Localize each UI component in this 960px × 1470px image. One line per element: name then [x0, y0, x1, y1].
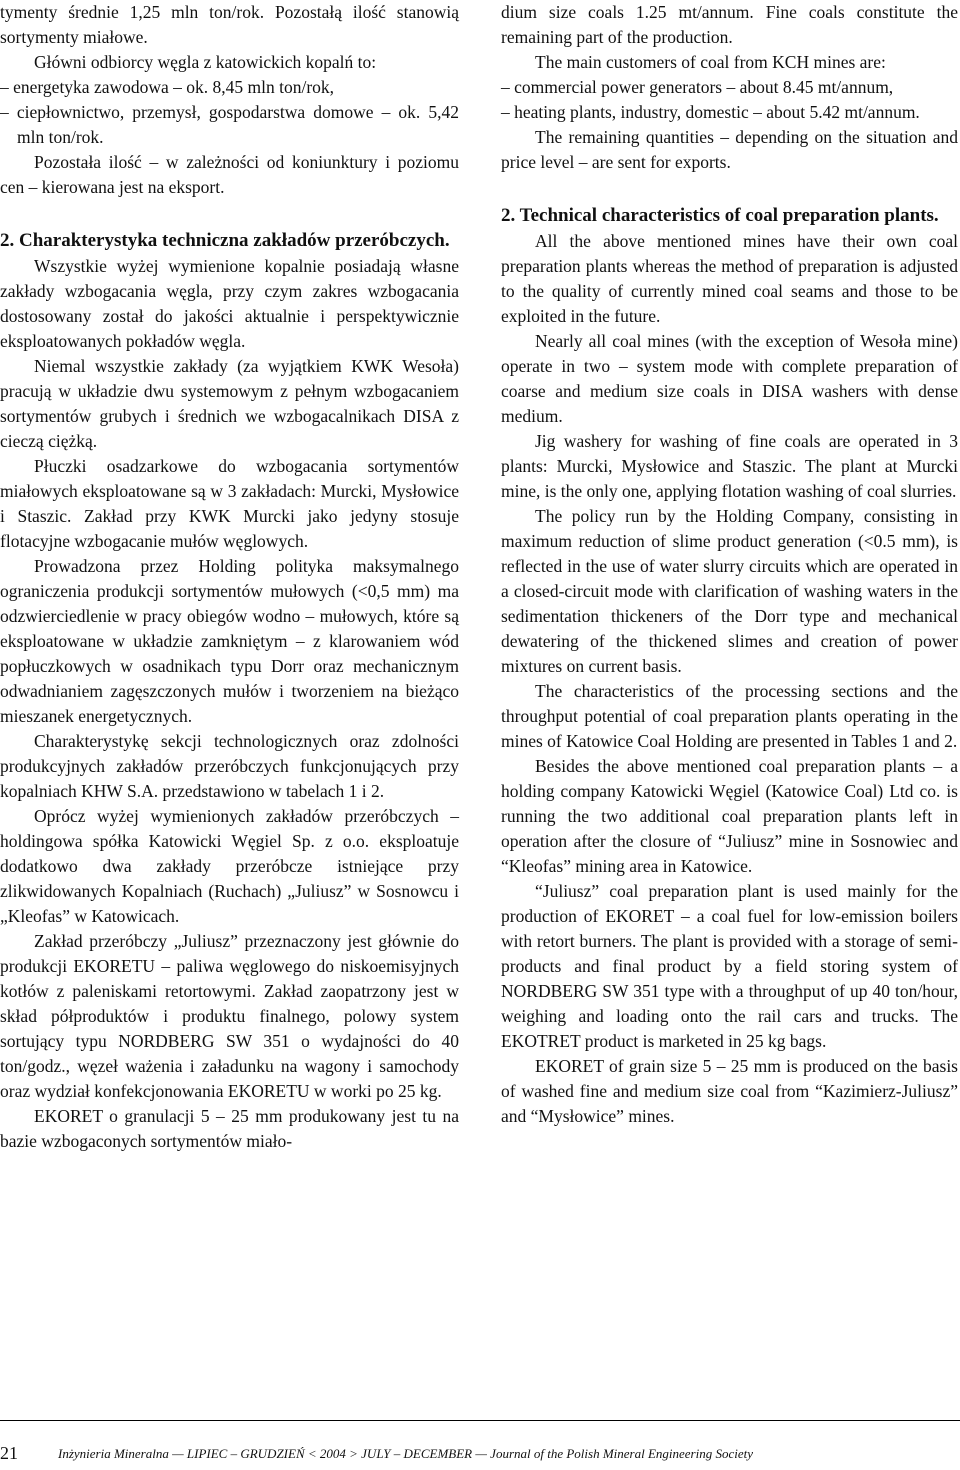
paragraph: Wszystkie wyżej wymienione kopalnie posiadają własne zakłady wzbogacania węgla, przy czym zakres wzbogacania dostosowany został do jakości aktualnie i perspektywicznie eksploatowanych pokładów węgla.: [0, 256, 459, 351]
page-number: 21: [0, 1443, 18, 1463]
left-column-polish: [0, 0, 459, 1154]
section-heading: 2. Charakterystyka techniczna zakładów przeróbczych.: [0, 230, 450, 251]
paragraph: All the above mentioned mines have their own coal preparation plants whereas the method of preparation is adjusted to the quality of currently mined coal seams and those to be exploited in the future.: [501, 231, 958, 326]
page-footer: [0, 1442, 960, 1464]
paragraph: The main customers of coal from KCH mines are:: [535, 52, 886, 72]
list-item: – heating plants, industry, domestic – about 5.42 mt/annum.: [501, 102, 920, 122]
footer-divider: [0, 1420, 960, 1421]
paragraph: EKORET of grain size 5 – 25 mm is produced on the basis of washed fine and medium size coal from “Kazimierz-Juliusz” and “Mysłowice” mines.: [501, 1056, 958, 1126]
paragraph: Prowadzona przez Holding polityka maksymalnego ograniczenia produkcji sortymentów mułowych (<0,5 mm) ma odzwierciedlenie w pracy obiegów wodno – mułowych, które są eksploatowane w układzie zamkniętym – z klarowaniem wód popłuczkowych w osadnikach typu Dorr oraz mechanicznym odwadnianiem zagęszczonych mułów i tworzeniem na bieżąco mieszanek energetycznych.: [0, 556, 459, 726]
paragraph: The characteristics of the processing sections and the throughput potential of coal preparation plants operating in the mines of Katowice Coal Holding are presented in Tables 1 and 2.: [501, 681, 958, 751]
journal-name: Inżynieria Mineralna — LIPIEC – GRUDZIEŃ < 2004 > JULY – DECEMBER — Journal of the Polish Mineral Engineering Society: [58, 1446, 754, 1461]
paragraph: Besides the above mentioned coal preparation plants – a holding company Katowicki Węgiel (Katowice Coal) Ltd co. is running the two additional coal preparation plants left in operation after the closure of “Juliusz” mine in Sosnowiec and “Kleofas” mining area in Katowice.: [501, 756, 958, 876]
paragraph: The remaining quantities – depending on the situation and price level – are sent for exports.: [501, 127, 958, 172]
paragraph: dium size coals 1.25 mt/annum. Fine coals constitute the remaining part of the production.: [501, 2, 958, 47]
paragraph: Oprócz wyżej wymienionych zakładów przeróbczych – holdingowa spółka Katowicki Węgiel Sp. z o.o. eksploatuje dodatkowo dwa zakłady przeróbcze istniejące przy zlikwidowanych Kopalniach (Ruchach) „Juliusz” w Sosnowcu i „Kleofas” w Katowicach.: [0, 806, 459, 926]
paragraph: Niemal wszystkie zakłady (za wyjątkiem KWK Wesoła) pracują w układzie dwu systemowym z pełnym wzbogacaniem sortymentów grubych i średnich we wzbogacalnikach DISA z cieczą ciężką.: [0, 356, 459, 451]
paragraph: Zakład przeróbczy „Juliusz” przeznaczony jest głównie do produkcji EKORETU – paliwa węglowego do niskoemisyjnych kotłów z paleniskami retortowymi. Zakład zaopatrzony jest w skład półproduktów i produktu finalnego, polowy system sortujący typu NORDBERG SW 351 o wydajności do 40 ton/godz., węzeł ważenia i załadunku na wagony i samochody oraz wydział konfekcjonowania EKORETU w worki po 25 kg.: [0, 931, 459, 1101]
paragraph: Pozostała ilość – w zależności od koniunktury i poziomu cen – kierowana jest na eksport.: [0, 152, 459, 197]
right-column-english: [501, 0, 958, 1129]
paragraph: Jig washery for washing of fine coals are operated in 3 plants: Murcki, Mysłowice and Staszic. The plant at Murcki mine, is the only one, applying flotation washing of coal slurries.: [501, 431, 958, 501]
paragraph: The policy run by the Holding Company, consisting in maximum reduction of slime product generation (<0.5 mm), is reflected in the use of water slurry circuits which are operated in a closed-circuit mode with clarification of washing waters in the sedimentation thickeners of the Dorr type and mechanical dewatering of the thickened slimes and creation of power mixtures on current basis.: [501, 506, 958, 676]
paragraph: “Juliusz” coal preparation plant is used mainly for the production of EKORET – a coal fuel for low-emission boilers with retort burners. The plant is provided with a storage of semi-products and final product by a field storing system of NORDBERG SW 351 type with a throughput of up 40 ton/hour, weighing and loading onto the rail cars and trucks. The EKOTRET product is marketed in 25 kg bags.: [501, 881, 958, 1051]
list-item: – commercial power generators – about 8.45 mt/annum,: [501, 77, 894, 97]
paragraph: Główni odbiorcy węgla z katowickich kopalń to:: [34, 52, 377, 72]
paragraph: Nearly all coal mines (with the exception of Wesoła mine) operate in two – system mode with complete preparation of coarse and medium size coals in DISA washers with dense medium.: [501, 331, 958, 426]
section-heading: 2. Technical characteristics of coal preparation plants.: [501, 205, 939, 226]
paragraph: tymenty średnie 1,25 mln ton/rok. Pozostałą ilość stanowią sortymenty miałowe.: [0, 2, 459, 47]
paragraph: Płuczki osadzarkowe do wzbogacania sortymentów miałowych eksploatowane są w 3 zakładach: Murcki, Mysłowice i Staszic. Zakład przy KWK Murcki jako jedyny stosuje flotacyjne wzbogacanie mułów węglowych.: [0, 456, 459, 551]
list-item: – ciepłownictwo, przemysł, gospodarstwa domowe – ok. 5,42 mln ton/rok.: [0, 102, 459, 147]
paragraph: EKORET o granulacji 5 – 25 mm produkowany jest tu na bazie wzbogaconych sortymentów miało-: [0, 1106, 459, 1151]
paragraph: Charakterystykę sekcji technologicznych oraz zdolności produkcyjnych zakładów przeróbczych funkcjonujących przy kopalniach KHW S.A. przedstawiono w tabelach 1 i 2.: [0, 731, 459, 801]
list-item: – energetyka zawodowa – ok. 8,45 mln ton/rok,: [0, 77, 335, 97]
